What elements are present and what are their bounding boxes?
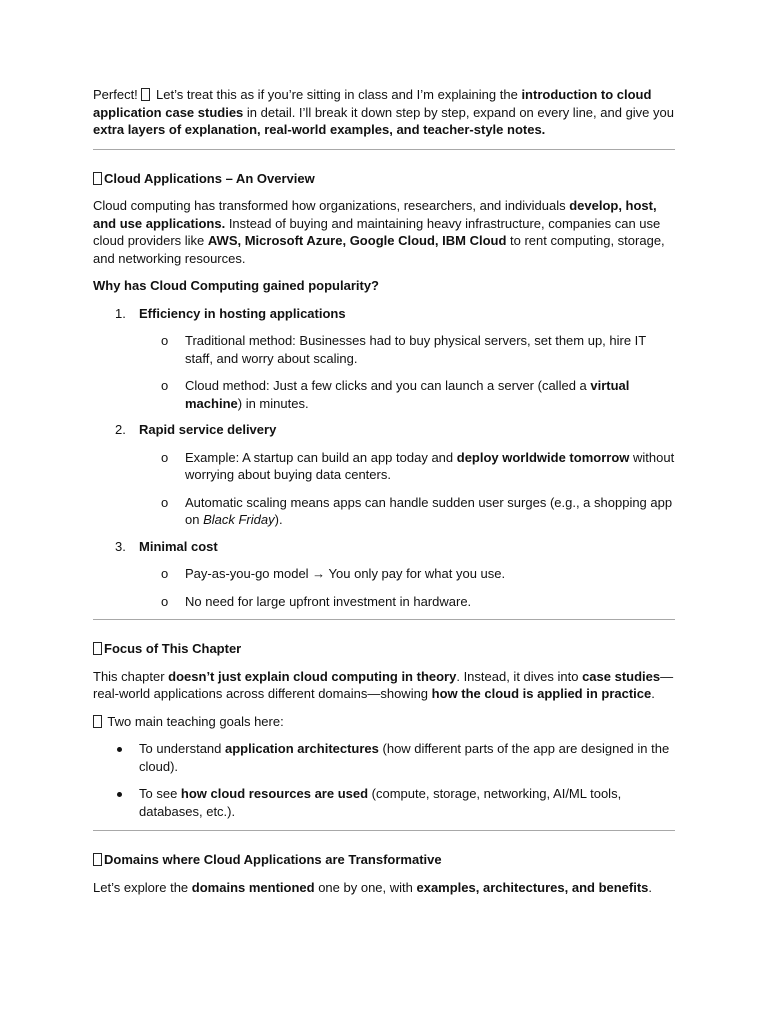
section-heading-overview <box>93 170 675 188</box>
sub-list-item <box>139 593 675 611</box>
sub-item-text: Example: A startup can build an app today and <box>185 449 457 465</box>
sub-bullet: o <box>161 333 169 348</box>
missing-emoji-icon <box>141 88 150 101</box>
bullet-text: To understand <box>139 741 226 756</box>
sub-bullet: o <box>161 593 169 609</box>
section-divider <box>93 830 675 831</box>
paragraph-text: . <box>648 879 653 895</box>
intro-text: Perfect! <box>93 87 142 102</box>
section-title: Focus of This Chapter <box>104 641 242 656</box>
intro-bold: extra layers of explanation, real-world examples, and teacher-style notes. <box>93 122 546 137</box>
paragraph-text: . <box>651 686 655 701</box>
sub-bullet: o <box>161 566 169 581</box>
section-title: Domains where Cloud Applications are Transformative <box>104 852 442 867</box>
sub-item-italic: Black Friday <box>203 512 275 527</box>
sub-list-item <box>139 377 675 412</box>
list-number: 3. <box>115 538 126 554</box>
sub-list-item <box>139 565 675 583</box>
focus-paragraph <box>93 668 675 703</box>
domains-paragraph <box>93 879 675 897</box>
sub-bullet: o <box>161 378 169 393</box>
list-item <box>93 740 675 775</box>
sub-list <box>139 449 675 529</box>
goals-intro <box>93 713 675 731</box>
section-title: Cloud Applications – An Overview <box>104 170 315 186</box>
sub-item-text: Cloud method: Just a few clicks and you can launch a server (called a <box>185 378 591 393</box>
paragraph-bold: develop, host, and use applications. <box>93 198 657 231</box>
goals-list <box>93 740 675 820</box>
bullet-text: (compute, storage, networking, AI/ML tools, databases, etc.). <box>139 786 622 819</box>
sub-bullet: o <box>161 494 169 510</box>
sub-item-text: Traditional method: Businesses had to buy physical servers, set them up, hire IT staff, and worry about scaling. <box>185 333 647 366</box>
list-item <box>93 785 675 820</box>
sub-item-text: No need for large upfront investment in hardware. <box>185 593 472 609</box>
paragraph-text: —real-world applications across different domains—showing <box>93 668 674 701</box>
section-divider <box>93 149 675 150</box>
missing-emoji-icon <box>93 642 102 655</box>
intro-text: Let’s treat this as if you’re sitting in class and I’m explaining the <box>152 87 522 102</box>
paragraph-text: This chapter <box>93 668 169 684</box>
question-text: Why has Cloud Computing gained popularity? <box>93 278 379 293</box>
list-item-label: Rapid service delivery <box>139 422 277 437</box>
section-heading-focus <box>93 640 675 658</box>
sub-item-text: Pay-as-you-go model → You only pay for what you use. <box>185 566 506 581</box>
section-divider <box>93 619 675 620</box>
paragraph-text: Instead of buying and maintaining heavy infrastructure, companies can use cloud providers like <box>93 215 661 248</box>
paragraph-text: to rent computing, storage, and networking resources. <box>93 233 665 266</box>
bullet-bold: how cloud resources are used <box>180 786 369 801</box>
list-item <box>93 538 675 611</box>
bullet-text: (how different parts of the app are designed in the cloud). <box>139 741 670 774</box>
popularity-list <box>93 305 675 611</box>
goals-intro-text: Two main teaching goals here: <box>104 713 284 729</box>
missing-emoji-icon <box>93 172 102 185</box>
sub-item-text: without worrying about buying data centers. <box>185 449 675 482</box>
popularity-question <box>93 277 675 295</box>
sub-item-text: ) in minutes. <box>237 395 309 411</box>
sub-item-bold: virtual machine <box>185 378 630 411</box>
intro-bold: introduction to cloud application case studies <box>93 87 652 120</box>
list-number: 1. <box>115 305 126 321</box>
paragraph-bold: examples, architectures, and benefits <box>416 879 649 895</box>
sub-item-text: Automatic scaling means apps can handle sudden user surges (e.g., a shopping app on <box>185 494 673 527</box>
paragraph-text: . Instead, it dives into <box>456 668 583 684</box>
paragraph-bold: domains mentioned <box>191 879 315 895</box>
sub-list <box>139 332 675 412</box>
bullet-dot <box>117 747 122 752</box>
sub-list-item <box>139 494 675 529</box>
paragraph-text: Let’s explore the <box>93 879 192 895</box>
paragraph-bold: case studies <box>582 668 661 684</box>
paragraph-text: Cloud computing has transformed how organizations, researchers, and individuals <box>93 198 570 213</box>
intro-paragraph <box>93 86 675 139</box>
section-heading-domains <box>93 851 675 869</box>
list-item-label: Minimal cost <box>139 538 218 554</box>
sub-list-item <box>139 449 675 484</box>
paragraph-text: one by one, with <box>314 879 417 895</box>
paragraph-bold: how the cloud is applied in practice <box>431 686 652 701</box>
missing-emoji-icon <box>93 853 102 866</box>
sub-bullet: o <box>161 449 169 465</box>
bullet-text: To see <box>139 786 181 801</box>
sub-item-bold: deploy worldwide tomorrow <box>456 449 630 465</box>
sub-list <box>139 565 675 610</box>
bullet-dot <box>117 792 122 797</box>
list-item-label: Efficiency in hosting applications <box>139 305 346 321</box>
document-body <box>93 86 675 906</box>
sub-list-item <box>139 332 675 367</box>
missing-emoji-icon <box>93 715 102 728</box>
list-item <box>93 421 675 529</box>
overview-paragraph <box>93 197 675 267</box>
bullet-bold: application architectures <box>225 741 379 756</box>
list-item <box>93 305 675 413</box>
sub-item-text: ). <box>274 512 283 527</box>
paragraph-bold: AWS, Microsoft Azure, Google Cloud, IBM Cloud <box>207 233 507 248</box>
intro-text: in detail. I’ll break it down step by step, expand on every line, and give you <box>243 104 674 120</box>
paragraph-bold: doesn’t just explain cloud computing in theory <box>168 668 457 684</box>
list-number: 2. <box>115 422 126 437</box>
